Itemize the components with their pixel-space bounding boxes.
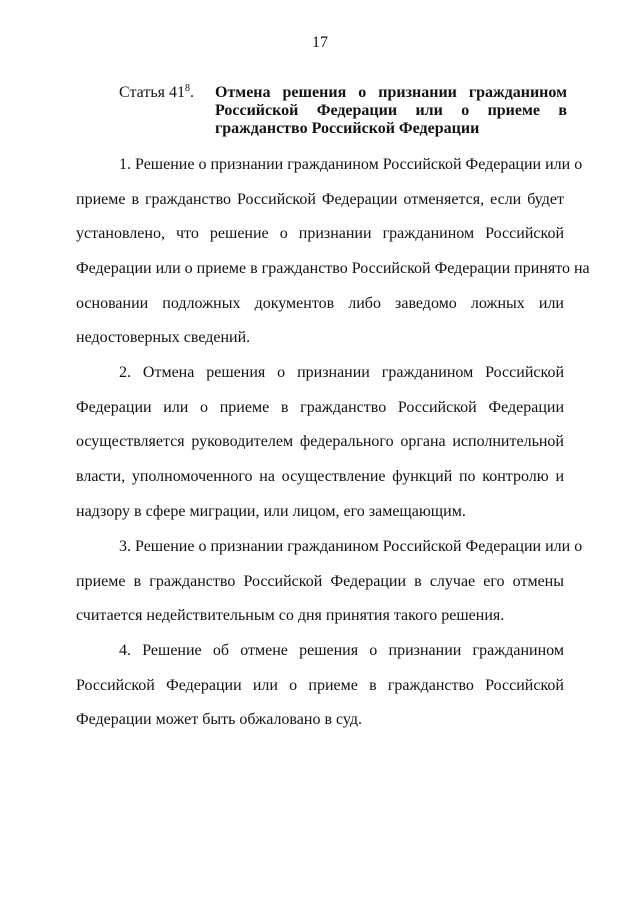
paragraph-line: Федерации или о приеме в гражданство Российской Федерации [76, 398, 564, 416]
paragraph-line: считается недействительным со дня принятия такого решения. [76, 607, 505, 625]
article-label [119, 84, 215, 138]
paragraph-line: Федерации может быть обжаловано в суд. [76, 711, 363, 729]
paragraph-line: 4. Решение об отмене решения о признании гражданином [119, 642, 564, 659]
paragraph-line: Федерации или о приеме в гражданство Российской Федерации принято на [76, 260, 590, 278]
paragraph-line: 3. Решение о признании гражданином Российской Федерации или о [119, 538, 583, 555]
paragraph-line: основании подложных документов либо заведомо ложных или [76, 294, 564, 312]
article-heading [119, 84, 567, 138]
paragraph-line: установлено, что решение о признании гражданином Российской [76, 225, 564, 243]
paragraph-line: власти, уполномоченного на осуществление функций по контролю и [76, 468, 564, 486]
paragraph-2 [76, 356, 564, 529]
article-title-line: Отмена решения о признании гражданином [215, 84, 567, 101]
paragraph-line: недостоверных сведений. [76, 329, 251, 347]
paragraph-3 [76, 530, 583, 634]
paragraph-line: надзору в сфере миграции, или лицом, его замещающим. [76, 502, 466, 520]
paragraph-line: 1. Решение о признании гражданином Российской Федерации или о [119, 156, 583, 173]
article-title [215, 84, 567, 138]
article-label-suffix: . [189, 84, 194, 101]
article-title-line: гражданство Российской Федерации [215, 120, 480, 137]
paragraph-line: приеме в гражданство Российской Федерации отменяется, если будет [76, 190, 564, 208]
paragraph-line: 2. Отмена решения о признании гражданином Российской [119, 364, 564, 381]
article-title-line: Российской Федерации или о приеме в [215, 102, 567, 119]
article-label-text: Статья 41 [119, 84, 185, 101]
paragraph-line: осуществляется руководителем федерального органа исполнительной [76, 433, 564, 451]
page-number: 17 [312, 34, 328, 51]
paragraph-1 [76, 148, 590, 356]
paragraph-line: Российской Федерации или о приеме в гражданство Российской [76, 676, 564, 694]
article-label-superscript: 8 [184, 83, 190, 94]
paragraph-4 [76, 634, 564, 738]
paragraph-line: приеме в гражданство Российской Федерации в случае его отмены [76, 572, 564, 590]
